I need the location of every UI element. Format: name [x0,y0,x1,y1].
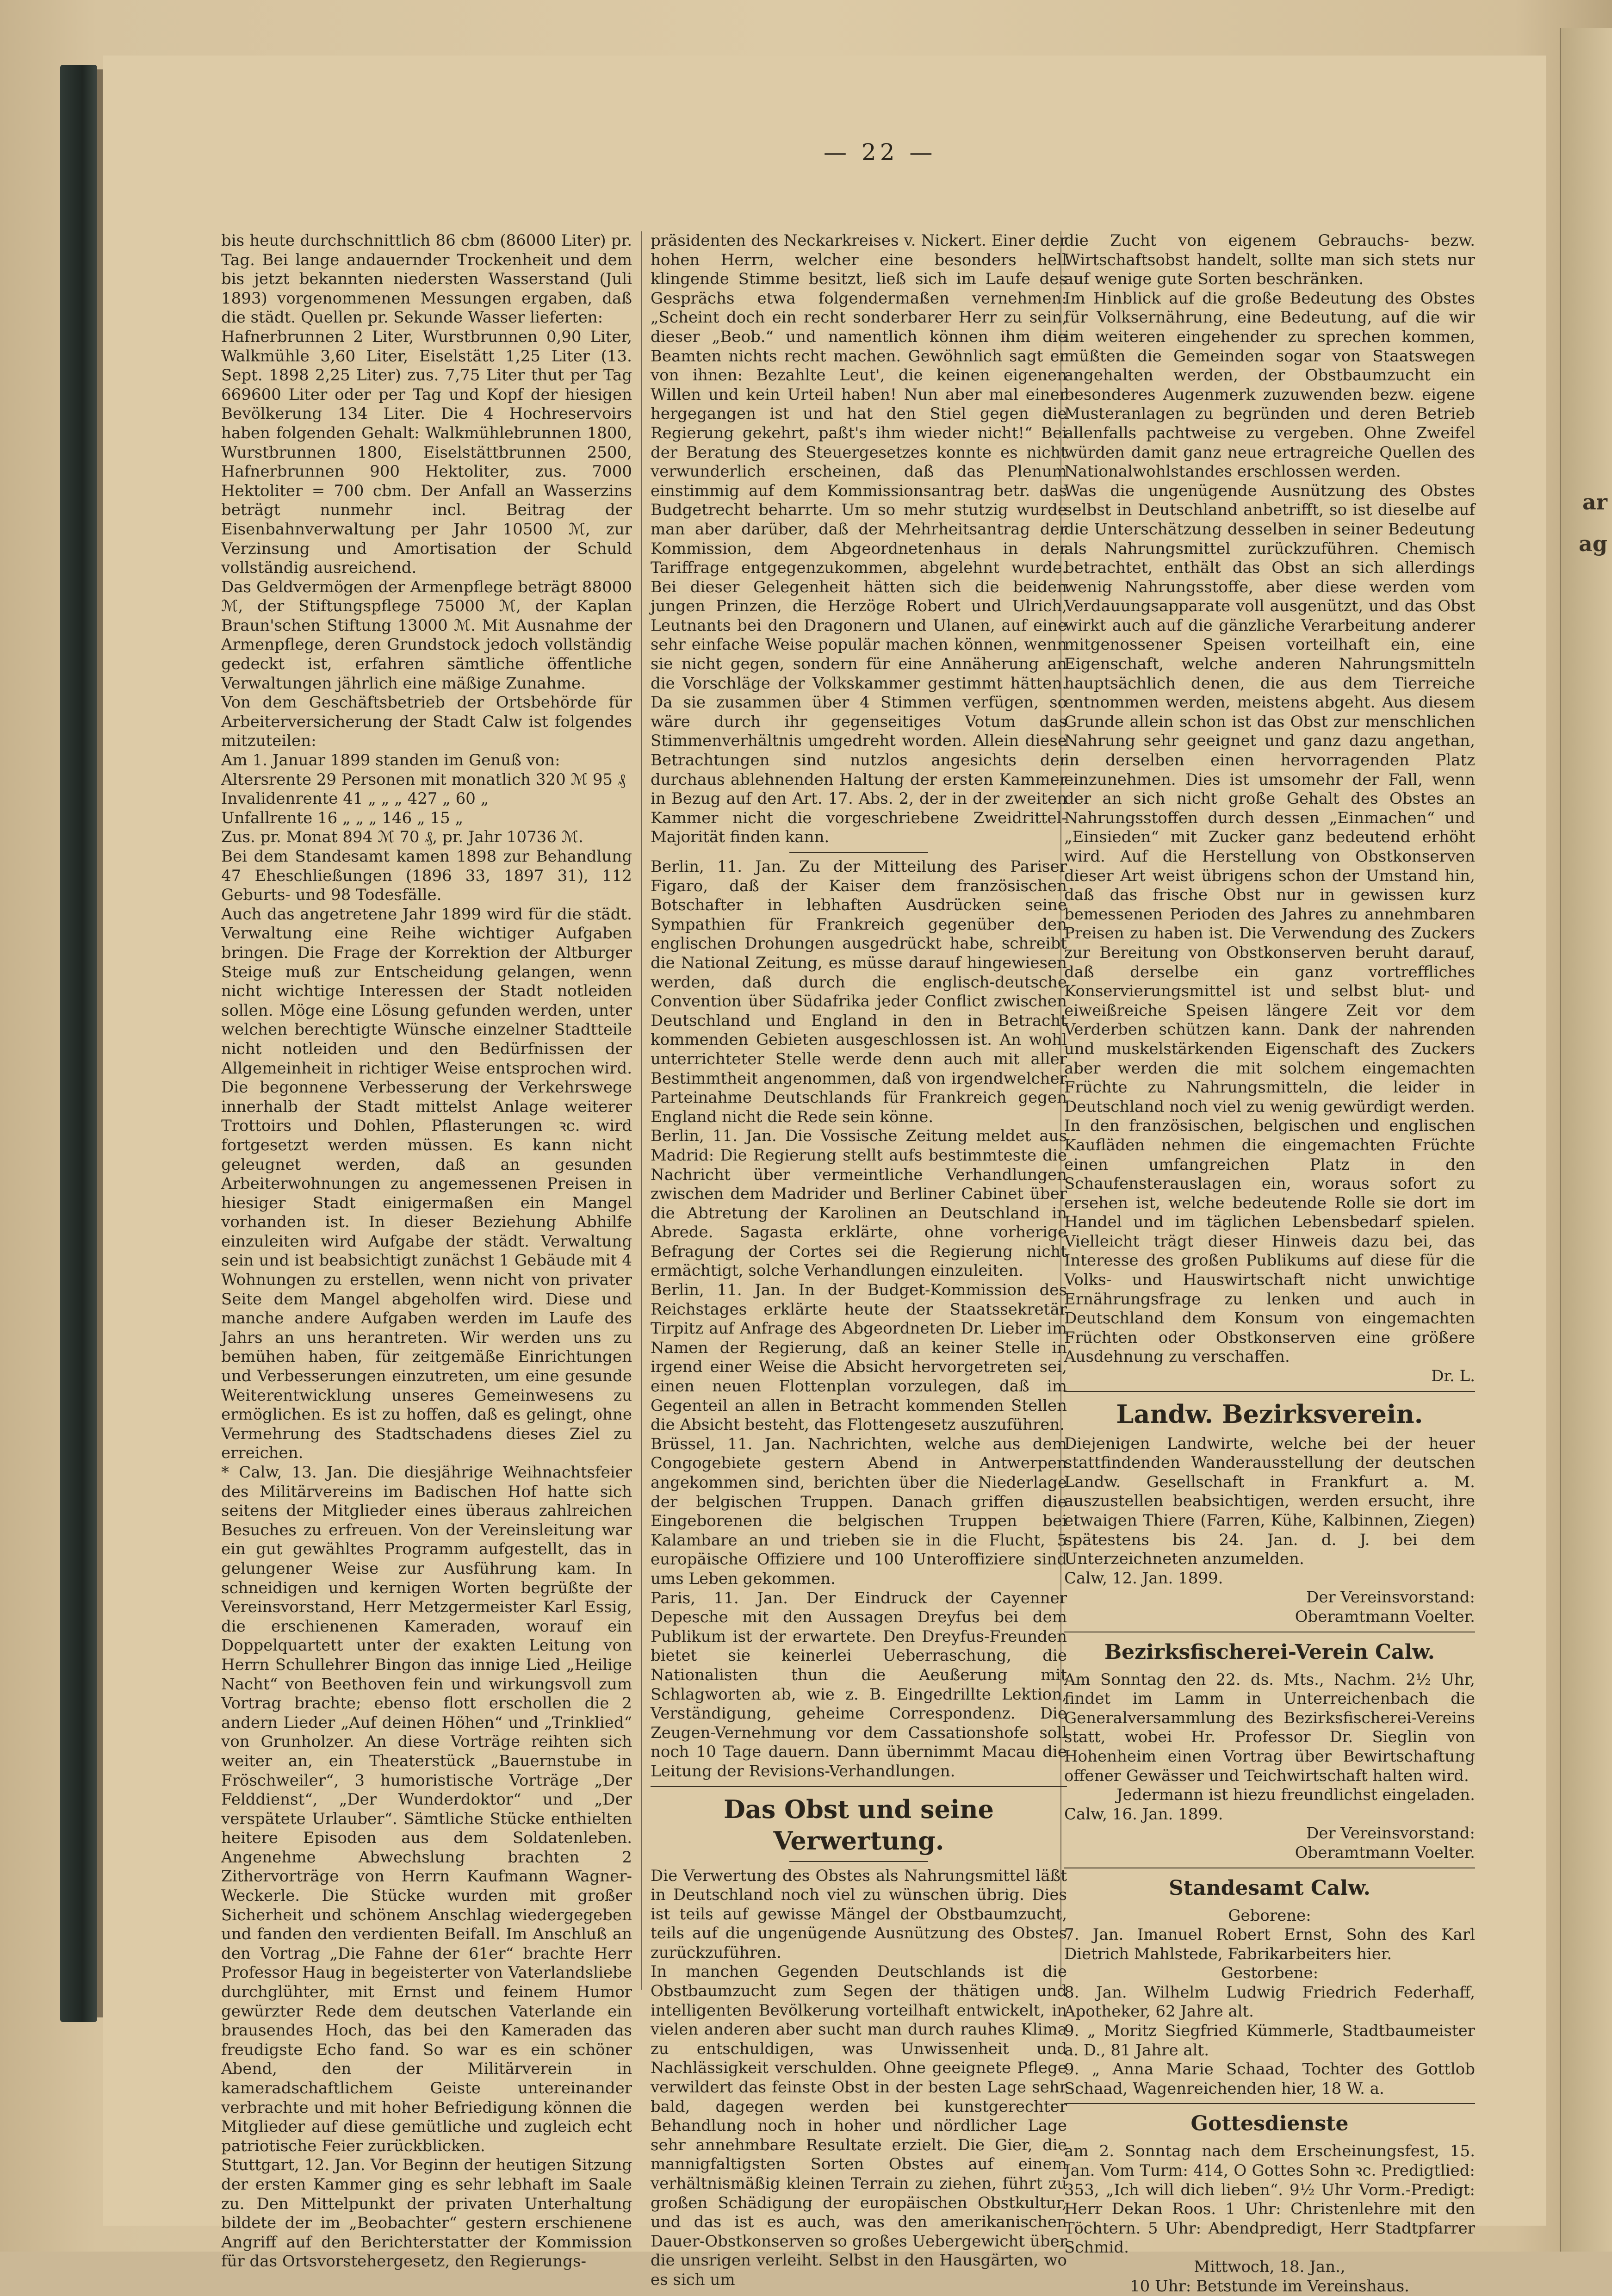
news-item: Brüssel, 11. Jan. Nachrichten, welche aus dem Congogebiete gestern Abend in Antwerpen angekommen sind, berichten über die Niederlage der belgischen Truppen. Danach griffen die Eingeborenen die belgischen Truppen bei Kalambare an und trieben sie in die Flucht, 5 europäische Offiziere und 100 Unteroffiziere sind ums Leben gekommen. [651,1434,1067,1588]
notice-body: Am Sonntag den 22. ds. Mts., Nachm. 2½ Uhr, findet im Lamm in Unterreichenbach die Generalversammlung des Bezirksfischerei-Vereins statt, wobei Hr. Professor Dr. Sieglin von Hohenheim einen Vortrag über Bewirtschaftung offener Gewässer und Teichwirtschaft halten wird. [1064,1670,1475,1785]
news-item: Paris, 11. Jan. Der Eindruck der Cayenner Depesche mit den Aussagen Dreyfus bei dem Publikum ist der erwartete. Den Dreyfus-Freunden bietet sie keinerlei Ueberraschung, die Nationalisten thun die Aeußerung mit Schlagworten ab, wie z. B. Eingedrillte Lektion, Verständigung, geheime Correspondenz. Die Zeugen-Vernehmung vor dem Cassationshofe soll noch 10 Tage dauern. Dann übernimmt Macau die Leitung der Revisions-Verhandlungen. [651,1589,1067,1781]
article-heading: Das Obst und seine Verwertung. [724,1794,994,1855]
column-rule [641,231,642,1990]
notice-date: Calw, 12. Jan. 1899. [1064,1569,1223,1588]
notice-heading: Gottesdienste [1190,2112,1349,2136]
notice-body: Diejenigen Landwirte, welche bei der heuer stattfindenden Wanderausstellung der deutschen Landw. Gesellschaft in Frankfurt a. M. auszustellen beabsichtigen, werden ersucht, ihre etwaigen Thiere (Farren, Kühe, Kalbinnen, Ziegen) spätestens bis 24. Jan. d. J. bei dem Unterzeichneten anzumelden. [1064,1434,1475,1569]
notice-heading: Landw. Bezirksverein. [1116,1399,1423,1429]
notice-date: Calw, 16. Jan. 1899. [1064,1805,1223,1824]
divider [1064,1391,1475,1392]
notice-signature: Der Vereinsvorstand: [1306,1824,1475,1843]
column-1 [221,231,632,2271]
article-paragraph: bis heute durchschnittlich 86 cbm (86000 Liter) pr. Tag. Bei lange andauernder Trockenheit und dem bis jetzt bekannten niedersten Wasserstand (Juli 1893) vorgenommenen Messungen ergaben, daß die städt. Quellen pr. Sekunde Wasser lieferten: Hafnerbrunnen 2 Liter, Wurstbrunnen 0,90 Liter, Walkmühle 3,60 Liter, Eiselstätt 1,25 Liter (13. Sept. 1898 2,25 Liter) zus. 7,75 Liter thut per Tag 669600 Liter oder per Tag und Kopf der hiesigen Bevölkerung 134 Liter. Die 4 Hochreservoirs haben folgenden Gehalt: Walkmühlebrunnen 1800, Wurstbrunnen 1800, Eiselstättbrunnen 2500, Hafnerbrunnen 900 Hektoliter, zus. 7000 Hektoliter = 700 cbm. Der Anfall an Wasserzins beträgt nunmehr incl. Beitrag der Eisenbahnverwaltung per Jahr 10500 ℳ, zur Verzinsung und Amortisation der Schuld vollständig ausreichend. [221,231,632,577]
article-paragraph: Das Geldvermögen der Armenpflege beträgt 88000 ℳ, der Stiftungspflege 75000 ℳ, der Kaplan Braun'schen Stiftung 13000 ℳ. Mit Ausnahme der Armenpflege, deren Grundstock jedoch vollständig gedeckt ist, erfahren sämtliche öffentliche Verwaltungen jährlich eine mäßige Zunahme. [221,577,632,693]
notice-subheading: Geborene: [1228,1906,1311,1925]
article-paragraph: Die Verwertung des Obstes als Nahrungsmittel läßt in Deutschland noch viel zu wünschen übrig. Dies ist teils auf gewisse Mängel der Obstbaumzucht, teils auf die ungenügende Ausnützung des Obstes zurückzuführen. [651,1866,1067,1962]
news-item: * Calw, 13. Jan. Die diesjährige Weihnachtsfeier des Militärvereins im Badischen Hof hatte sich seitens der Mitglieder eines überaus zahlreichen Besuches zu erfreuen. Von der Vereinsleitung war ein gut gewähltes Programm aufgestellt, das in gelungener Weise zur Ausführung kam. In schneidigen und kernigen Worten begrüßte der Vereinsvorstand, Herr Metzgermeister Karl Essig, die erschienenen Kameraden, worauf ein Doppelquartett unter der exakten Leitung von Herrn Schullehrer Bingon das innige Lied „Heilige Nacht“ von Beethoven fein und wirkungsvoll zum Vortrag brachte; ebenso flott erschollen die 2 andern Lieder „Auf deinen Höhen“ und „Trinklied“ von Grunholzer. An diese Vorträge reihten sich weiter an, ein Theaterstück „Bauernstube in Fröschweiler“, 3 humoristische Vorträge „Der Felddienst“, „Der Wunderdoktor“ und „Der verspätete Urlauber“. Sämtliche Stücke enthielten heitere Episoden aus dem Soldatenleben. Angenehme Abwechslung brachten 2 Zithervorträge von Herrn Kaufmann Wagner-Weckerle. Die Stücke wurden mit großer Sicherheit und schönem Anschlag wiedergegeben und fanden den verdienten Beifall. Im Anschluß an den Vortrag „Die Fahne der 61er“ brachte Herr Professor Haug in begeisterter von Vaterlandsliebe durchglühter, mit Ernst und feinem Humor gewürzter Rede dem deutschen Vaterlande ein brausendes Hoch, das bei den Kameraden das freudigste Echo fand. So war es ein schöner Abend, den der Militärverein in kameradschaftlichem Geiste untereinander verbrachte und mit hoher Befriedigung können die Mitglieder auf diese gemütliche und zugleich echt patriotische Feier zurückblicken. [221,1463,632,2155]
next-page-fragment: ar ag [1579,490,1607,556]
book-spine [60,65,97,2022]
article-paragraph: In manchen Gegenden Deutschlands ist die Obstbaumzucht zum Segen der thätigen und intelligenten Bevölkerung vorteilhaft entwickelt, in vielen anderen aber sucht man durch rauhes Klima zu entschuldigen, was Unwissenheit und Nachlässigkeit verschulden. Ohne geeignete Pflege verwildert das feinste Obst in der besten Lage sehr bald, dagegen werden bei kunstgerechter Behandlung noch in hoher und nördlicher Lage sehr annehmbare Resultate erzielt. Die Gier, die mannigfaltigsten Sorten Obstes auf einem verhältnismäßig kleinen Terrain zu ziehen, führt zu großen Schädigung der europäischen Obstkultur, und das ist es auch, was den amerikanischen Dauer-Obstkonserven so großes Uebergewicht über die unsrigen verleiht. Selbst in den Hausgärten, wo es sich um [651,1962,1067,2289]
divider [789,1861,928,1862]
register-entry: 8. Jan. Wilhelm Ludwig Friedrich Federhaff, Apotheker, 62 Jahre alt. 9. „ Moritz Siegfried Kümmerle, Stadtbaumeister a. D., 81 Jahre alt. 9. „ Anna Marie Schaad, Tochter des Gottlob Schaad, Wagenreichenden hier, 18 W. a. [1064,1983,1475,2098]
notice-text: Mittwoch, 18. Jan., 10 Uhr: Betstunde im Vereinshaus. [1130,2258,1409,2296]
pension-table: Am 1. Januar 1899 standen im Genuß von: Altersrente 29 Personen mit monatlich 320 ℳ 95 ₰ Invalidenrente 41 „ „ „ 427 „ 60 „ Unfallrente 16 „ „ „ 146 „ 15 „ Zus. pr. Monat 894 ℳ 70 ₰, pr. Jahr 10736 ℳ. [221,751,626,847]
column-2 [651,231,1067,2290]
news-item: präsidenten des Neckarkreises v. Nickert. Einer der hohen Herrn, welcher eine besonders hell klingende Stimme besitzt, ließ sich im Laufe des Gesprächs etwa folgendermaßen vernehmen: „Scheint doch ein recht sonderbarer Herr zu sein, dieser „Beob.“ und namentlich können ihm die Beamten nichts recht machen. Gewöhnlich sagt er von ihnen: Bezahlte Leut', die keinen eigenen Willen und kein Urteil haben! Nun aber mal einer hergegangen ist und hat den Stiel gegen die Regierung gekehrt, paßt's ihm wieder nicht!“ Bei der Beratung des Steuergesetzes konnte es nicht verwunderlich erscheinen, daß das Plenum einstimmig auf dem Kommissionsantrag betr. das Budgetrecht beharrte. Um so mehr stutzig wurde man aber darüber, daß der Mehrheitsantrag der Kommission, dem Abgeordnetenhaus in der Tariffrage entgegenzukommen, abgelehnt wurde. Bei dieser Gelegenheit hätten sich die beiden jungen Prinzen, die Herzöge Robert und Ulrich, Leutnants bei den Dragonern und Ulanen, auf eine sehr einfache Weise populär machen können, wenn sie nicht gegen, sondern für eine Annäherung an die Vorschläge der Volkskammer gestimmt hätten. Da sie zusammen über 4 Stimmen verfügen, so wäre durch ihr gegenseitiges Votum das Stimmenverhältnis umgedreht worden. Allein diese Betrachtungen sind nutzlos angesichts der durchaus ablehnenden Haltung der ersten Kammer in Bezug auf den Art. 17. Abs. 2, der in der zweiten Kammer nicht die vorgeschriebene Zweidrittel-Majorität finden kann. [651,231,1067,847]
page-gutter [97,69,103,2017]
register-entry: 7. Jan. Imanuel Robert Ernst, Sohn des Karl Dietrich Mahlstede, Fabrikarbeiters hier. [1064,1925,1475,1963]
article-paragraph: Auch das angetretene Jahr 1899 wird für die städt. Verwaltung eine Reihe wichtiger Aufgaben bringen. Die Frage der Korrektion der Altburger Steige muß zur Entscheidung gelangen, wenn nicht wichtige Interessen der Stadt notleiden sollen. Möge eine Lösung gefunden werden, unter welchen berechtigte Wünsche einzelner Stadtteile nicht notleiden und den Bedürfnissen der Allgemeinheit in richtiger Weise entsprochen wird. Die begonnene Verbesserung der Verkehrswege innerhalb der Stadt mittelst Anlage weiterer Trottoirs und Dohlen, Pflasterungen ꝛc. wird fortgesetzt werden müssen. Es kann nicht geleugnet werden, daß an gesunden Arbeiterwohnungen zu angemessenen Preisen in hiesiger Stadt einigermaßen ein Mangel vorhanden ist. In dieser Beziehung Abhilfe einzuleiten wird Aufgabe der städt. Verwaltung sein und ist beabsichtigt zunächst 1 Gebäude mit 4 Wohnungen zu erstellen, wenn nicht von privater Seite dem Mangel abgeholfen wird. Diese und manche andere Aufgaben werden im Laufe des Jahrs an uns herantreten. Wir werden uns zu bemühen haben, für zeitgemäße Einrichtungen und Verbesserungen einzutreten, um eine gesunde Weiterentwicklung unseres Gemeinwesens zu ermöglichen. Es ist zu hoffen, daß es gelingt, ohne Vermehrung des Stadtschadens dieses Ziel zu erreichen. [221,905,632,1463]
article-paragraph: die Zucht von eigenem Gebrauchs- bezw. Wirtschaftsobst handelt, sollte man sich stets nur auf wenige gute Sorten beschränken. [1064,231,1475,289]
notice-signature: Oberamtmann Voelter. [1295,1607,1475,1626]
notice-heading: Bezirksfischerei-Verein Calw. [1104,1640,1435,1664]
news-item: Stuttgart, 12. Jan. Vor Beginn der heutigen Sitzung der ersten Kammer ging es sehr lebhaft im Saale zu. Den Mittelpunkt der privaten Unterhaltung bildete der im „Beobachter“ gestern erschienene Angriff auf den Berichterstatter der Kommission für das Ortsvorstehergesetz, den Regierungs- [221,2156,632,2271]
divider [1064,2103,1475,2104]
news-item: Berlin, 11. Jan. Zu der Mitteilung des Pariser Figaro, daß der Kaiser dem französischen Botschafter in lebhaften Ausdrücken seine Sympathien für Frankreich gegenüber den englischen Drohungen ausgedrückt habe, schreibt die National Zeitung, es müsse darauf hingewiesen werden, daß durch die englisch-deutsche Convention über Südafrika jeder Conflict zwischen Deutschland und England in den in Betracht kommenden Gebieten ausgeschlossen ist. An wohl unterrichteter Stelle werde denn auch mit aller Bestimmtheit angenommen, daß von irgendwelcher Parteinahme Deutschlands für Frankreich gegen England nicht die Rede sein könne. [651,857,1067,1126]
page-number: — 22 — [824,139,936,166]
article-paragraph: Was die ungenügende Ausnützung des Obstes selbst in Deutschland anbetrifft, so ist dieselbe auf die Unterschätzung desselben in seiner Bedeutung als Nahrungsmittel zurückzuführen. Chemisch betrachtet, enthält das Obst an sich allerdings wenig Nahrungsstoffe, aber diese werden vom Verdauungsapparate voll ausgenützt, und das Obst wirkt auch auf die gänzliche Verarbeitung anderer mitgenossener Speisen vorteilhaft ein, eine Eigenschaft, welche anderen Nahrungsmitteln hauptsächlich denen, die aus dem Tierreiche entnommen werden, meistens abgeht. Aus diesem Grunde allein schon ist das Obst zur menschlichen Nahrung sehr geeignet und ganz dazu angethan, in derselben einen hervorragenden Platz einzunehmen. Dies ist umsomehr der Fall, wenn der an sich nicht große Gehalt des Obstes an Nahrungsstoffen durch dessen „Einmachen“ und „Einsieden“ mit Zucker ganz bedeutend erhöht wird. Auf die Herstellung von Obstkonserven dieser Art weist übrigens schon der Umstand hin, daß das frische Obst nur in gewissen kurz bemessenen Perioden des Jahres zu annehmbaren Preisen zu haben ist. Die Verwendung des Zuckers zur Bereitung von Obstkonserven beruht darauf, daß derselbe ein ganz vortreffliches Konservierungsmittel ist und selbst blut- und eiweißreiche Speisen längere Zeit vor dem Verderben schützen kann. Dank der nahrenden und muskelstärkenden Eigenschaft des Zuckers aber werden die mit solchem eingemachten Früchte zu Nahrungsmitteln, die leider in Deutschland noch viel zu wenig gewürdigt werden. In den französischen, belgischen und englischen Kaufläden nehmen die eingemachten Früchte einen umfangreichen Platz in den Schaufensterauslagen ein, woraus sofort zu ersehen ist, welche bedeutende Rolle sie dort im Handel und im täglichen Lebensbedarf spielen. Vielleicht trägt dieser Hinweis dazu bei, das Interesse des großen Publikums auf diese für die Volks- und Hauswirtschaft nicht unwichtige Ernährungsfrage zu lenken und auch in Deutschland dem Konsum von eingemachten Früchten oder Obstkonserven eine größere Ausdehnung zu verschaffen. [1064,481,1475,1366]
article-signature: Dr. L. [1431,1367,1475,1386]
divider [651,1786,1067,1787]
divider [789,852,928,853]
notice-heading: Standesamt Calw. [1169,1876,1370,1900]
next-page-edge [1560,28,1612,2252]
article-paragraph: Bei dem Standesamt kamen 1898 zur Behandlung 47 Eheschließungen (1896 33, 1897 31), 112 Geburts- und 98 Todesfälle. [221,847,632,905]
notice-text: Jedermann ist hiezu freundlichst eingeladen. [1116,1786,1475,1805]
notice-signature: Der Vereinsvorstand: [1306,1588,1475,1607]
notice-signature: Oberamtmann Voelter. [1295,1843,1475,1862]
news-item: Berlin, 11. Jan. In der Budget-Kommission des Reichstages erklärte heute der Staatssekretär Tirpitz auf Anfrage des Abgeordneten Dr. Lieber im Namen der Regierung, daß an keiner Stelle in irgend einer Weise die Absicht hervorgetreten sei, einen neuen Flottenplan vorzulegen, daß im Gegenteil an allen in Betracht kommenden Stellen die Absicht besteht, das Flottengesetz auszuführen. [651,1281,1067,1434]
news-item: Berlin, 11. Jan. Die Vossische Zeitung meldet aus Madrid: Die Regierung stellt aufs bestimmteste die Nachricht über vermeintliche Verhandlungen zwischen dem Madrider und Berliner Cabinet über die Abtretung der Karolinen an Deutschland in Abrede. Sagasta erklärte, ohne vorherige Befragung der Cortes sei die Regierung nicht ermächtigt, solche Verhandlungen einzuleiten. [651,1127,1067,1280]
article-paragraph: Im Hinblick auf die große Bedeutung des Obstes für Volksernährung, eine Bedeutung, auf die wir im weiteren eingehender zu sprechen kommen, müßten die Gemeinden sogar von Staatswegen angehalten werden, der Obstbaumzucht ein besonderes Augenmerk zuzuwenden bezw. eigene Musteranlagen zu begründen und deren Betrieb allenfalls pachtweise zu vergeben. Ohne Zweifel würden damit ganz neue ertragreiche Quellen des Nationalwohlstandes erschlossen werden. [1064,289,1475,481]
column-3 [1064,231,1475,2296]
notice-body: am 2. Sonntag nach dem Erscheinungsfest, 15. Jan. Vom Turm: 414, O Gottes Sohn ꝛc. Predigtlied: 353, „Ich will dich lieben“. 9½ Uhr Vorm.-Predigt: Herr Dekan Roos. 1 Uhr: Christenlehre mit den Töchtern. 5 Uhr: Abendpredigt, Herr Stadtpfarrer Schmid. [1064,2142,1475,2257]
article-paragraph: Von dem Geschäftsbetrieb der Ortsbehörde für Arbeiterversicherung der Stadt Calw ist folgendes mitzuteilen: [221,693,632,751]
notice-subheading: Gestorbene: [1221,1964,1319,1983]
